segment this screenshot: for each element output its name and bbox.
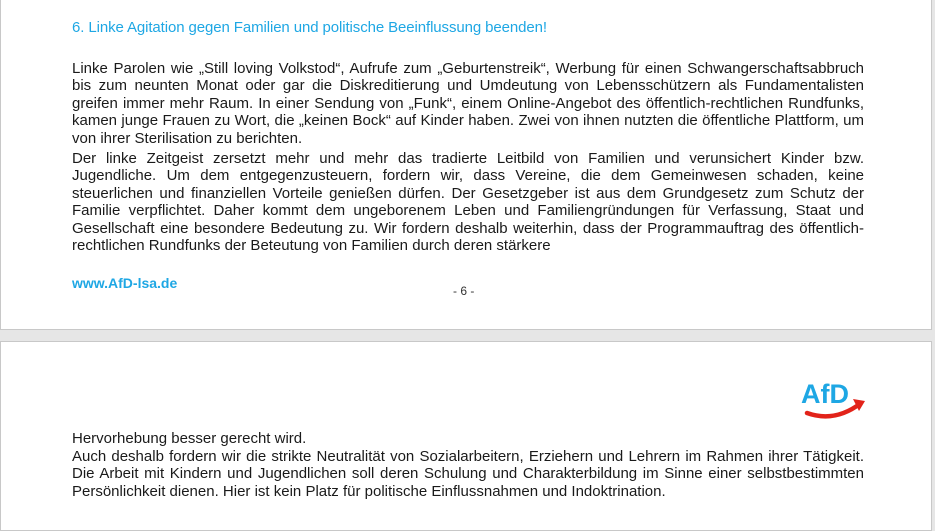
body-paragraph: Hervorhebung besser gerecht wird. [72,430,307,447]
page-number: - 6 - [453,284,475,298]
body-paragraph: Auch deshalb fordern wir die strikte Neutralität von Sozialarbeitern, Erziehern und Lehrern im Rahmen ihrer Tätigkeit. Die Arbeit mit Kindern und Jugendlichen soll deren Schulung und Charakterbildung im Sinne einer selbstbestimmten Persönlichkeit dienen. Hier ist kein Platz für politische Einflussnahmen und Indoktrination. [72,448,864,500]
logo-text: AfD [801,379,849,409]
body-paragraph: Der linke Zeitgeist zersetzt mehr und mehr das tradierte Leitbild von Familien und verunsichert Kinder bzw. Jugendliche. Um dem entgegenzusteuern, fordern wir, dass Vereine, die dem Gemeinwesen schaden, keine steuerlichen und finanziellen Vorteile genießen dürfen. Der Gesetzgeber ist aus dem Grundgesetz zum Schutz der Familie verpflichtet. Daher kommt dem ungeborenem Leben und Familiengründungen für Verfassung, Staat und Gesellschaft eine besondere Bedeutung zu. Wir fordern deshalb weiterhin, dass der Programmauftrag des öffentlich-rechtlichen Rundfunks der Beteutung von Familien durch deren stärkere [72,150,864,255]
afd-logo-icon [799,375,867,419]
section-heading: 6. Linke Agitation gegen Familien und politische Beeinflussung beenden! [72,19,547,36]
body-paragraph: Linke Parolen wie „Still loving Volkstod“, Aufrufe zum „Geburtenstreik“, Werbung für einen Schwangerschaftsabbruch bis zum neunten Monat oder gar die Diskreditierung und Umdeutung von Lebensschützern als Fundamentalisten greifen immer mehr Raum. In einer Sendung von „Funk“, einem Online-Angebot des öffentlich-rechtlichen Rundfunks, kamen junge Frauen zu Wort, die „keinen Bock“ auf Kinder haben. Zwei von ihnen nutzten die öffentliche Plattform, um von ihrer Sterilisation zu berichten. [72,60,864,147]
document-page-7 [0,341,932,531]
footer-website-link[interactable]: www.AfD-lsa.de [72,275,178,291]
